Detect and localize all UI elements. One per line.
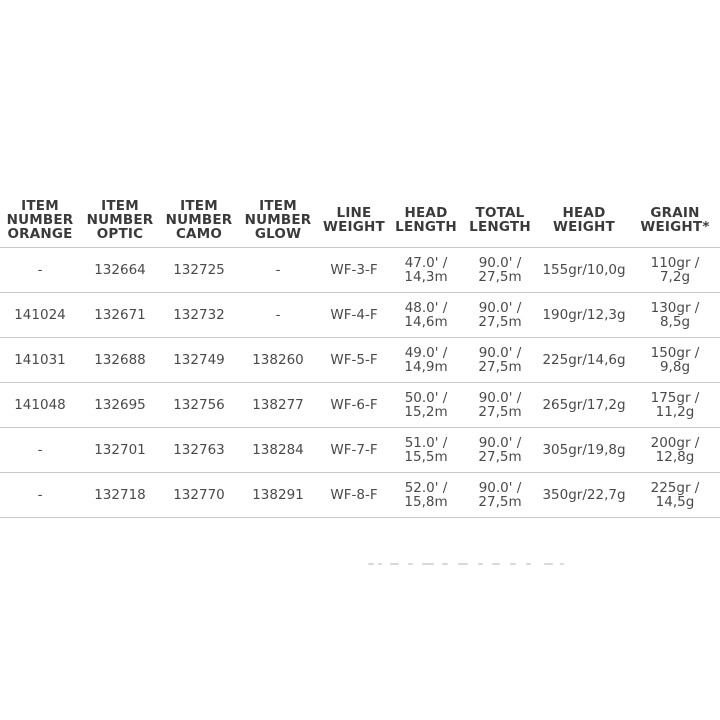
cell-glow-number: - (238, 293, 318, 338)
cell-line-weight: WF-8-F (318, 473, 390, 518)
cell-optic-number: 132695 (80, 383, 160, 428)
cell-line-weight: WF-3-F (318, 248, 390, 293)
cell-total-length (462, 248, 538, 293)
cell-value-line: 90.0' / (478, 345, 522, 361)
header-label-line: OPTIC (96, 226, 144, 242)
cell-head-weight: 190gr/12,3g (538, 293, 630, 338)
header-label-line: GRAIN (650, 205, 700, 221)
header-label-line: ITEM (21, 198, 59, 214)
table-row (0, 383, 720, 428)
cell-value-line: 15,2m (404, 404, 448, 420)
cell-value-line: 11,2g (655, 404, 695, 420)
cell-value-line: 150gr / (650, 345, 700, 361)
cell-value-line: 27,5m (478, 314, 522, 330)
cell-glow-number: 138260 (238, 338, 318, 383)
header-item-number-glow (238, 193, 318, 248)
cell-value-line: 175gr / (650, 390, 700, 406)
cell-optic-number: 132718 (80, 473, 160, 518)
cell-total-length (462, 428, 538, 473)
cell-grain-weight (630, 293, 720, 338)
cell-optic-number: 132688 (80, 338, 160, 383)
cell-grain-weight (630, 248, 720, 293)
cell-value-line: 110gr / (650, 255, 700, 271)
header-label-line: LENGTH (395, 219, 457, 235)
cell-glow-number: 138284 (238, 428, 318, 473)
cell-glow-number: 138291 (238, 473, 318, 518)
cell-value-line: 47.0' / (404, 255, 448, 271)
cell-grain-weight (630, 338, 720, 383)
table-header (0, 193, 720, 248)
cell-orange-number: 141031 (0, 338, 80, 383)
cell-camo-number: 132763 (160, 428, 238, 473)
cell-value-line: 27,5m (478, 359, 522, 375)
cell-head-weight: 350gr/22,7g (538, 473, 630, 518)
table-row (0, 248, 720, 293)
cell-value-line: 15,8m (404, 494, 448, 510)
header-label-line: NUMBER (6, 212, 74, 228)
cell-value-line: 14,3m (404, 269, 448, 285)
cell-camo-number: 132725 (160, 248, 238, 293)
header-label-line: WEIGHT* (640, 219, 710, 235)
header-label-line: NUMBER (244, 212, 312, 228)
cell-total-length (462, 383, 538, 428)
header-label-line: NUMBER (165, 212, 233, 228)
cell-optic-number: 132671 (80, 293, 160, 338)
cell-grain-weight (630, 473, 720, 518)
cell-value-line: 27,5m (478, 449, 522, 465)
faint-footnote-smudge (368, 560, 568, 568)
cell-value-line: 14,5g (655, 494, 695, 510)
cell-value-line: 12,8g (655, 449, 695, 465)
header-label-line: LINE (336, 205, 372, 221)
cell-value-line: 200gr / (650, 435, 700, 451)
header-label-line: GLOW (254, 226, 302, 242)
cell-value-line: 27,5m (478, 494, 522, 510)
cell-total-length (462, 338, 538, 383)
cell-line-weight: WF-5-F (318, 338, 390, 383)
cell-value-line: 90.0' / (478, 480, 522, 496)
cell-value-line: 9,8g (659, 359, 691, 375)
cell-grain-weight (630, 383, 720, 428)
header-grain-weight (630, 193, 720, 248)
cell-camo-number: 132770 (160, 473, 238, 518)
cell-line-weight: WF-7-F (318, 428, 390, 473)
fly-line-spec-table (0, 193, 720, 518)
header-label-line: HEAD (404, 205, 448, 221)
header-line-weight (318, 193, 390, 248)
header-item-number-orange (0, 193, 80, 248)
cell-orange-number: - (0, 248, 80, 293)
cell-value-line: 15,5m (404, 449, 448, 465)
header-item-number-optic (80, 193, 160, 248)
header-label-line: WEIGHT (323, 219, 385, 235)
table-row (0, 293, 720, 338)
cell-orange-number: 141048 (0, 383, 80, 428)
header-label-line: NUMBER (86, 212, 154, 228)
header-total-length (462, 193, 538, 248)
cell-value-line: 90.0' / (478, 390, 522, 406)
cell-head-weight: 305gr/19,8g (538, 428, 630, 473)
cell-head-weight: 265gr/17,2g (538, 383, 630, 428)
header-label-line: ITEM (101, 198, 139, 214)
header-label-line: WEIGHT (553, 219, 615, 235)
cell-line-weight: WF-4-F (318, 293, 390, 338)
cell-value-line: 130gr / (650, 300, 700, 316)
cell-value-line: 27,5m (478, 269, 522, 285)
cell-head-weight: 155gr/10,0g (538, 248, 630, 293)
header-head-weight (538, 193, 630, 248)
cell-head-length (390, 338, 462, 383)
cell-value-line: 14,9m (404, 359, 448, 375)
cell-optic-number: 132664 (80, 248, 160, 293)
cell-value-line: 49.0' / (404, 345, 448, 361)
header-label-line: ITEM (259, 198, 297, 214)
cell-value-line: 7,2g (659, 269, 691, 285)
cell-value-line: 52.0' / (404, 480, 448, 496)
table-row (0, 473, 720, 518)
cell-value-line: 51.0' / (404, 435, 448, 451)
table-body (0, 248, 720, 518)
cell-head-weight: 225gr/14,6g (538, 338, 630, 383)
cell-total-length (462, 293, 538, 338)
cell-camo-number: 132749 (160, 338, 238, 383)
cell-value-line: 8,5g (659, 314, 691, 330)
cell-camo-number: 132756 (160, 383, 238, 428)
table-row (0, 338, 720, 383)
cell-grain-weight (630, 428, 720, 473)
cell-head-length (390, 473, 462, 518)
table-row (0, 428, 720, 473)
header-item-number-camo (160, 193, 238, 248)
header-label-line: TOTAL (475, 205, 525, 221)
header-label-line: CAMO (175, 226, 223, 242)
cell-value-line: 50.0' / (404, 390, 448, 406)
cell-head-length (390, 383, 462, 428)
cell-value-line: 225gr / (650, 480, 700, 496)
header-label-line: HEAD (562, 205, 606, 221)
cell-head-length (390, 248, 462, 293)
header-label-line: LENGTH (469, 219, 531, 235)
cell-optic-number: 132701 (80, 428, 160, 473)
cell-value-line: 14,6m (404, 314, 448, 330)
cell-value-line: 90.0' / (478, 435, 522, 451)
cell-value-line: 90.0' / (478, 300, 522, 316)
cell-camo-number: 132732 (160, 293, 238, 338)
cell-total-length (462, 473, 538, 518)
header-head-length (390, 193, 462, 248)
cell-head-length (390, 293, 462, 338)
cell-value-line: 90.0' / (478, 255, 522, 271)
header-label-line: ORANGE (7, 226, 73, 242)
cell-value-line: 27,5m (478, 404, 522, 420)
cell-value-line: 48.0' / (404, 300, 448, 316)
cell-head-length (390, 428, 462, 473)
header-row (0, 193, 720, 248)
cell-line-weight: WF-6-F (318, 383, 390, 428)
cell-orange-number: 141024 (0, 293, 80, 338)
cell-orange-number: - (0, 473, 80, 518)
cell-orange-number: - (0, 428, 80, 473)
cell-glow-number: - (238, 248, 318, 293)
cell-glow-number: 138277 (238, 383, 318, 428)
header-label-line: ITEM (180, 198, 218, 214)
